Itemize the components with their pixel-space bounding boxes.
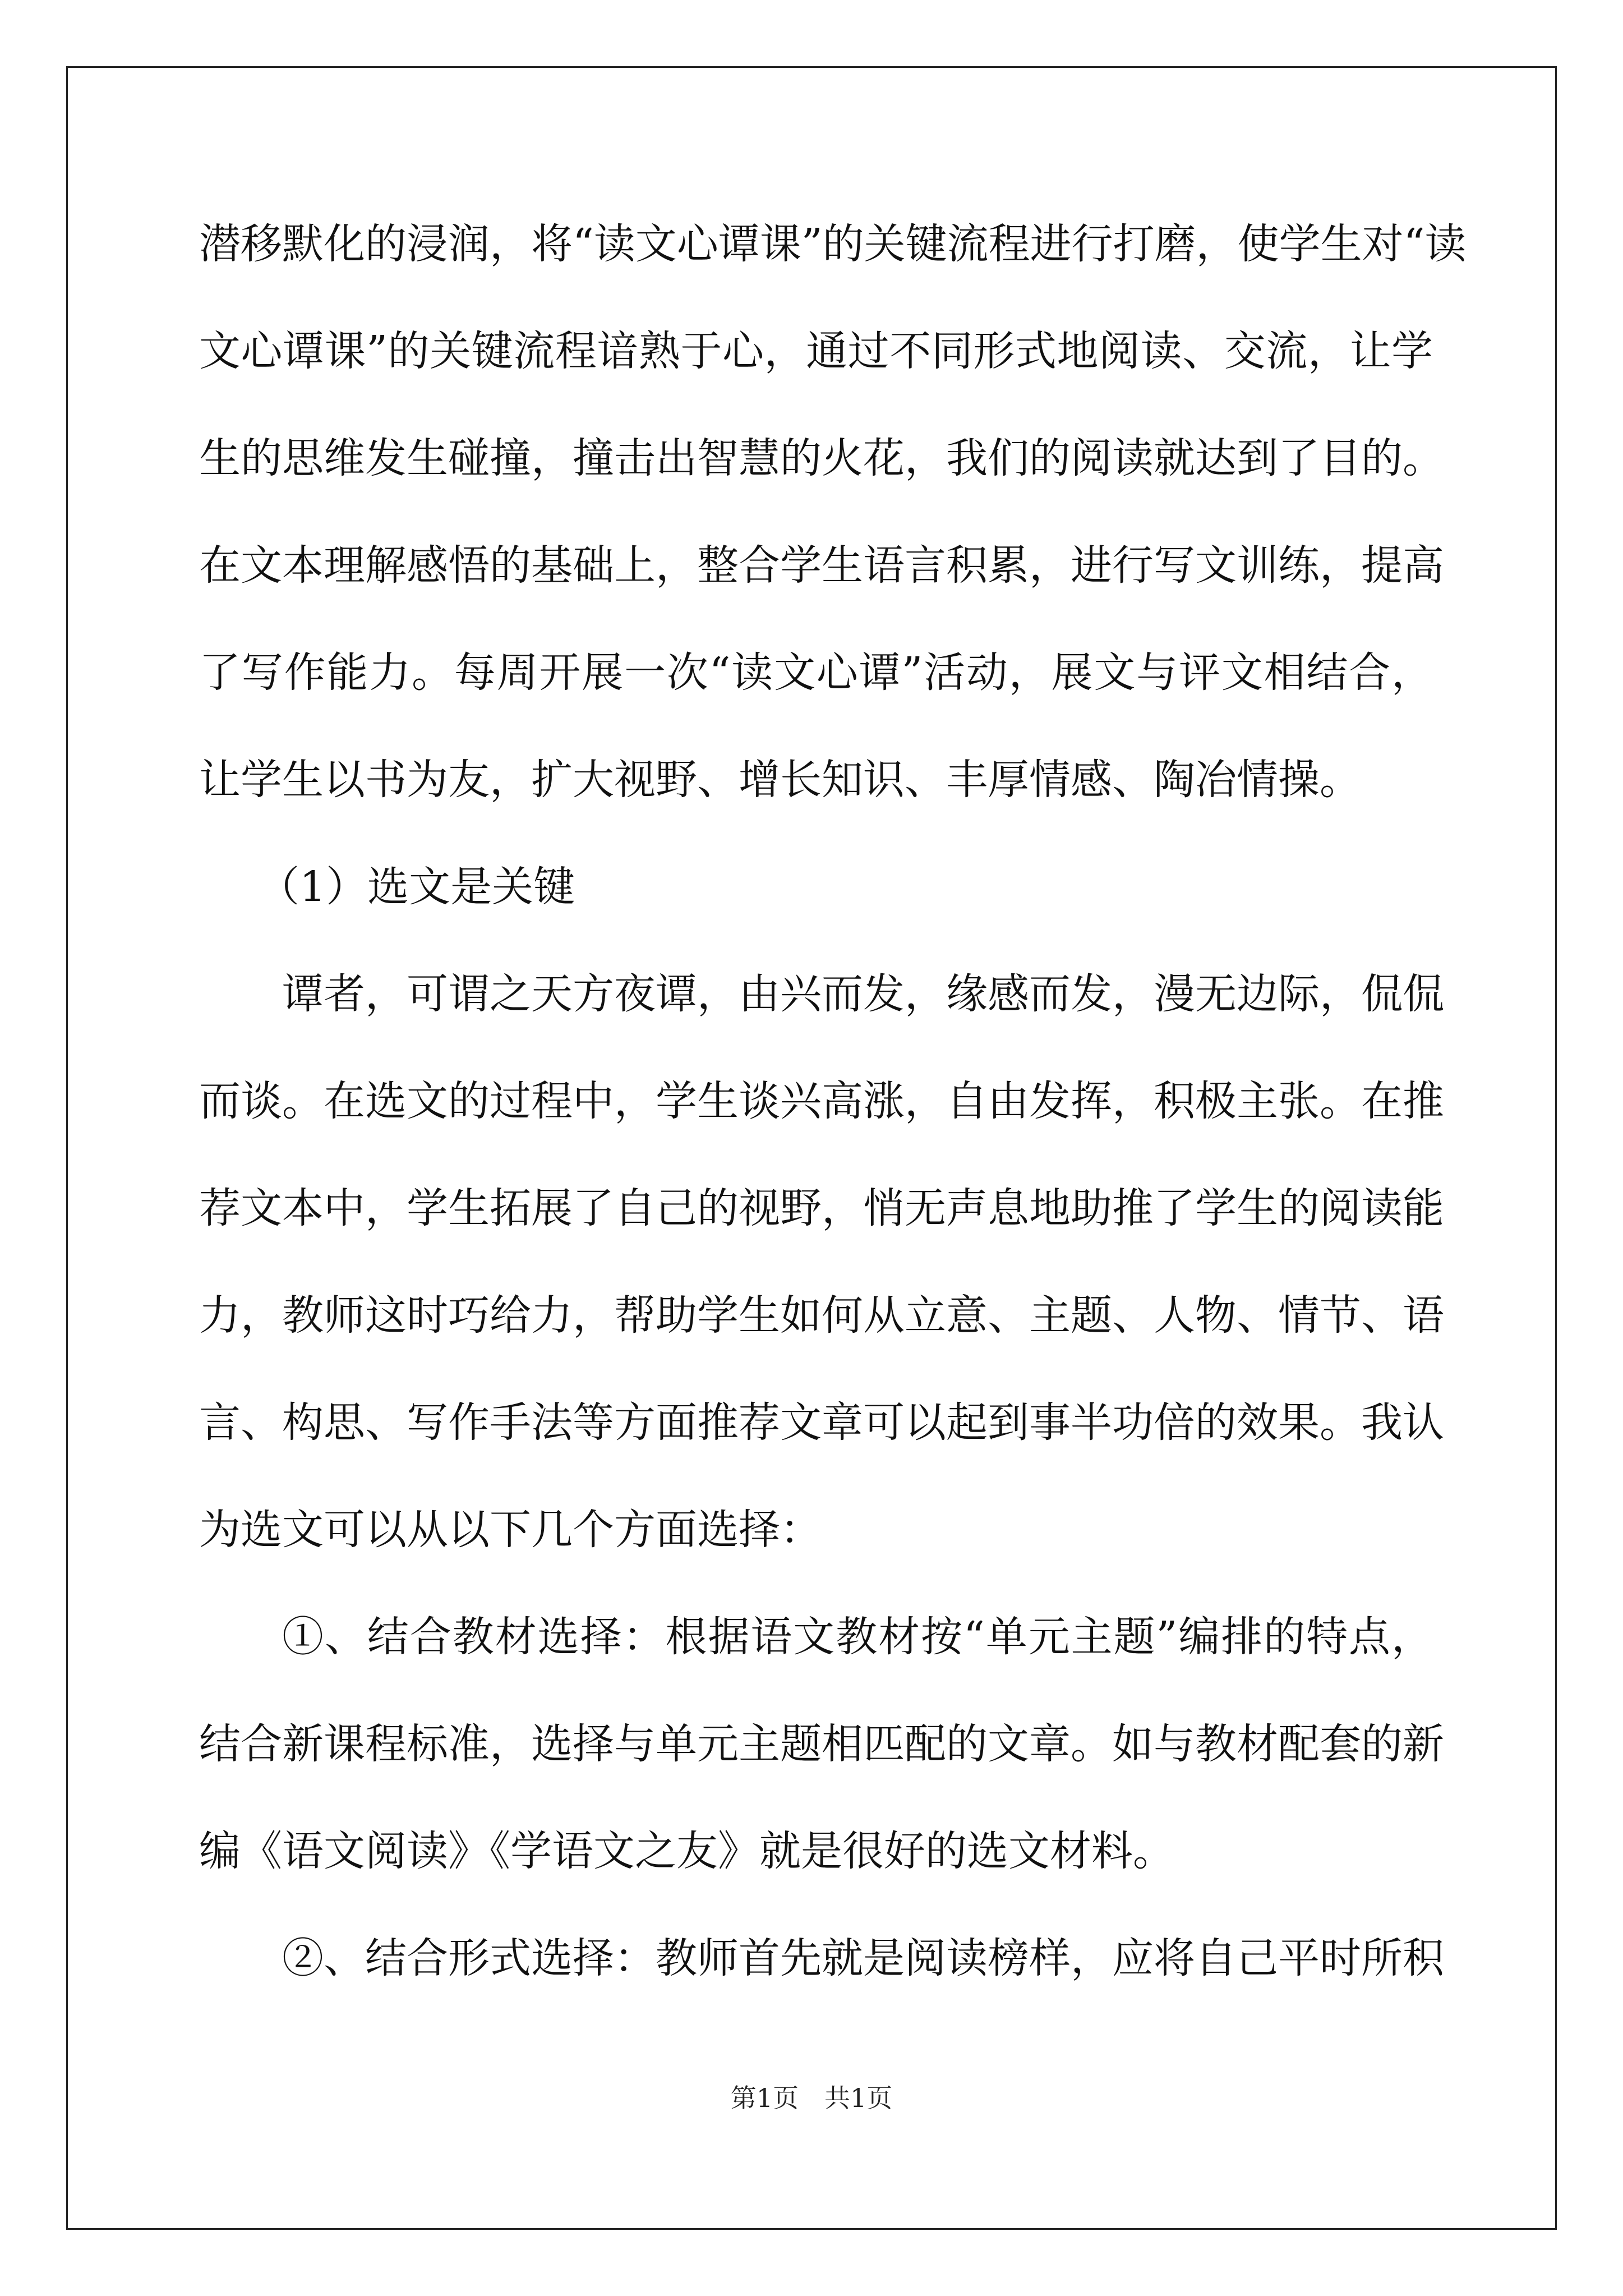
text-line: 文心谭课”的关键流程谙熟于心，通过不同形式地阅读、交流，让学 [199,327,1433,375]
text-line: 荐文本中，学生拓展了自己的视野，悄无声息地助推了学生的阅读能 [199,1184,1444,1232]
section-heading: （1）选文是关键 [258,863,575,911]
text-line: 而谈。在选文的过程中，学生谈兴高涨，自由发挥，积极主张。在推 [199,1077,1444,1125]
text-line: 潜移默化的浸润，将“读文心谭课”的关键流程进行打磨，使学生对“读 [199,220,1467,268]
text-line: 为选文可以从以下几个方面选择： [199,1506,822,1554]
text-line: ①、结合教材选择：根据语文教材按“单元主题”编排的特点， [282,1613,1433,1661]
document-body [199,191,1467,2012]
text-line: 在文本理解感悟的基础上，整合学生语言积累，进行写文训练，提高 [199,541,1444,590]
text-line: 结合新课程标准，选择与单元主题相匹配的文章。如与教材配套的新 [199,1720,1444,1768]
page-footer: 第1页 共1页 [730,2083,893,2113]
text-line: 了写作能力。每周开展一次“读文心谭”活动，展文与评文相结合， [199,648,1433,697]
text-line: 力，教师这时巧给力，帮助学生如何从立意、主题、人物、情节、语 [199,1291,1444,1340]
text-line: 编《语文阅读》《学语文之友》就是很好的选文材料。 [199,1827,1174,1875]
text-line: ②、结合形式选择：教师首先就是阅读榜样，应将自己平时所积 [282,1934,1444,1982]
text-line: 生的思维发生碰撞，撞击出智慧的火花，我们的阅读就达到了目的。 [199,434,1444,482]
text-line: 让学生以书为友，扩大视野、增长知识、丰厚情感、陶冶情操。 [199,756,1361,804]
text-line: 谭者，可谓之天方夜谭，由兴而发，缘感而发，漫无边际，侃侃 [282,970,1444,1018]
text-line: 言、构思、写作手法等方面推荐文章可以起到事半功倍的效果。我认 [199,1398,1444,1447]
